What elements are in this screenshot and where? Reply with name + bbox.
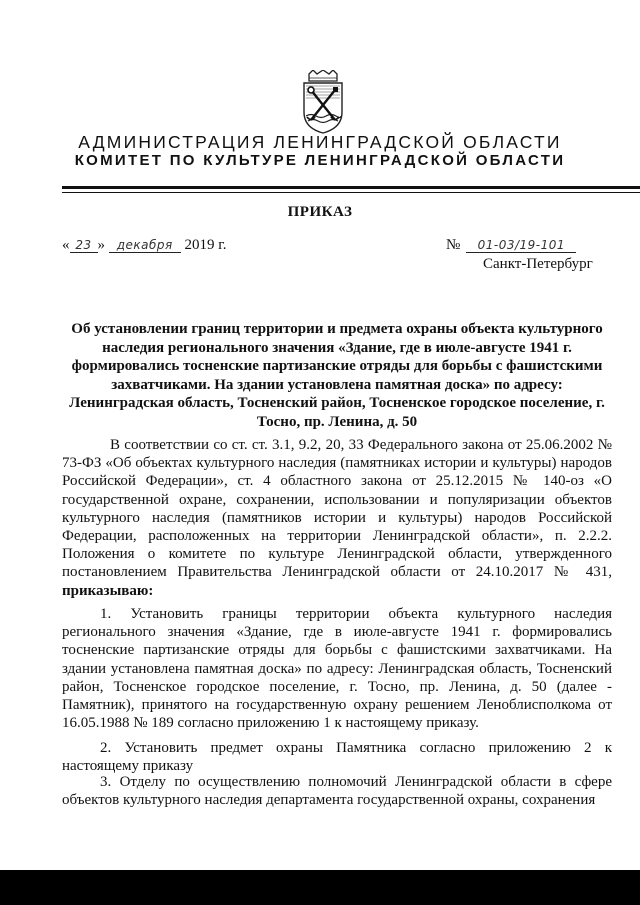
date-close-quote: » [97, 237, 105, 253]
date-open-quote: « [62, 237, 70, 253]
preamble-paragraph [62, 436, 612, 600]
coat-of-arms-icon [301, 70, 345, 134]
document-type-title: ПРИКАЗ [287, 204, 353, 220]
order-item-2: 2. Установить предмет охраны Памятника согласно приложению 2 к настоящему приказу [62, 740, 612, 775]
organization-name: АДМИНИСТРАЦИЯ ЛЕНИНГРАДСКОЙ ОБЛАСТИ [78, 132, 562, 152]
preamble-text: В соответствии со ст. ст. 3.1, 9.2, 20, 33 Федерального закона от 25.06.2002 № 73-ФЗ «Об объектах культурного наследия (памятниках истории и культуры) народов Российской Федерации», ст. 4 областного закона от 25.12.2015 № 140-оз «О государственной охране, сохранении, использовании и популяризации объектов культурного наследия (памятников истории и культуры) народов Российской Федерации, расположенных на территории Ленинградской области», п. 2.2.2. Положения о комитете по культуре Ленинградской области, утвержденного постановлением Правительства Ленинградской области от 24.10.2017 № 431, [62, 437, 612, 581]
orders-word: приказываю: [62, 582, 154, 599]
order-item-3: 3. Отделу по осуществлению полномочий Ленинградской области в сфере объектов культурного наследия департамента государственной охраны, сохранения [62, 774, 612, 809]
document-date [62, 237, 226, 254]
number-label: № [446, 237, 461, 253]
date-day: 23 [70, 238, 98, 253]
header-divider-thick [62, 186, 640, 189]
number-value: 01-03/19-101 [466, 238, 576, 253]
document-number [446, 237, 576, 254]
header-divider-thin [62, 192, 640, 193]
committee-name: КОМИТЕТ ПО КУЛЬТУРЕ ЛЕНИНГРАДСКОЙ ОБЛАСТИ [74, 152, 566, 169]
date-year: 2019 г. [184, 237, 227, 253]
order-subject: Об установлении границ территории и предмета охраны объекта культурного наследия регионального значения «Здание, где в июле-августе 1941 г. формировались тосненские партизанские отряды для борьбы с фашистскими захватчиками. На здании установлена памятная доска» по адресу: Ленинградская область, Тосненский район, Тосненское городское поселение, г. Тосно, пр. Ленина, д. 50 [69, 321, 605, 430]
order-item-1: 1. Установить границы территории объекта культурного наследия регионального значения «Здание, где в июле-августе 1941 г. формировались тосненские партизанские отряды для борьбы с фашистскими захватчиками. На здании установлена памятная доска» по адресу: Ленинградская область, Тосненский район, Тосненское городское поселение, г. Тосно, пр. Ленина, д. 50 (далее - Памятник), принятого на государственную охрану решением Леноблисполкома от 16.05.1988 № 189 согласно приложению 1 к настоящему приказу. [62, 606, 612, 732]
document-city: Санкт-Петербург [483, 256, 593, 272]
date-month: декабря [109, 238, 181, 253]
scan-edge-bar [0, 870, 640, 905]
